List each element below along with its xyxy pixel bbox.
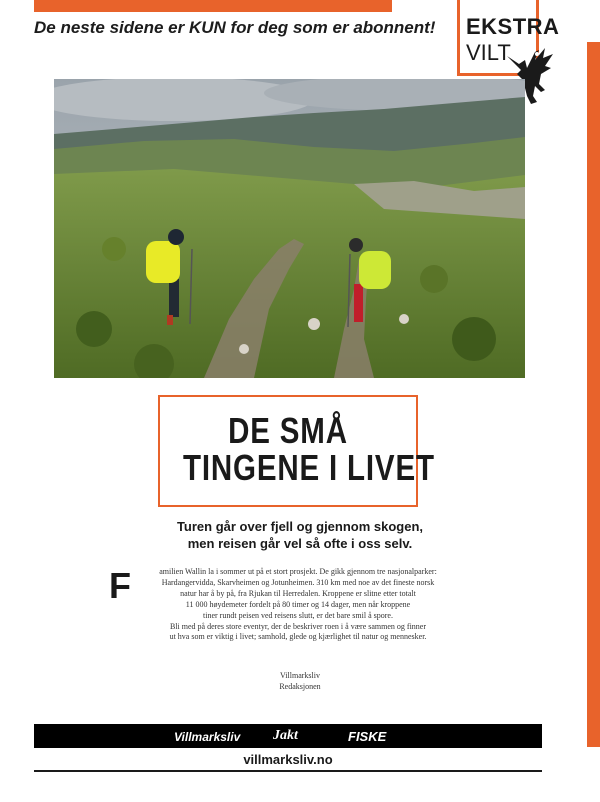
side-accent-bar <box>587 42 600 747</box>
body-line: 11 000 høydemeter fordelt på 80 timer og 14 dager, men når kroppene <box>185 599 411 609</box>
subscriber-tagline: De neste sidene er KUN for deg som er abonnent! <box>34 18 436 37</box>
body-line: ut hva som er viktig i livet; samhold, glede og kjærlighet til natur og mennesker. <box>169 632 427 642</box>
website-link[interactable]: villmarksliv.no <box>243 752 333 767</box>
subtitle-line2: men reisen går vel så ofte i oss selv. <box>187 536 413 551</box>
signature <box>200 670 400 692</box>
article-title-line1: DE SMÅ <box>228 410 348 451</box>
article-subtitle <box>100 518 500 552</box>
footer-brand-bar <box>34 724 542 748</box>
body-line: natur har å by på, fra Rjukan til Herredalen. Kroppene er slitne etter totalt <box>180 588 416 598</box>
drop-cap: F <box>109 565 131 606</box>
body-line: tiner rundt peisen ved reisens slutt, er det bare smil å spore. <box>203 610 393 620</box>
signature-publication: Villmarksliv <box>280 671 320 680</box>
signature-editorial: Redaksjonen <box>279 682 321 691</box>
brand-fiske: FISKE <box>348 729 387 744</box>
article-title-box <box>158 395 435 507</box>
bottom-rule <box>34 770 542 772</box>
article-body <box>118 567 478 643</box>
hikers-photo <box>54 79 525 378</box>
body-line: Bli med på deres store eventyr, der de beskriver roen i å være sammen og finner <box>169 621 427 631</box>
subtitle-line1: Turen går over fjell og gjennom skogen, <box>176 519 424 534</box>
brand-jakt: Jakt <box>273 728 298 743</box>
body-line: Hardangervidda, Skarvheimen og Jotunheimen. 310 km med noe av det fineste norsk <box>161 577 435 587</box>
top-accent-bar <box>34 0 392 12</box>
logo-text-ekstra: EKSTRA <box>466 14 560 39</box>
brand-villmarksliv: Villmarksliv <box>174 730 241 744</box>
body-line: amilien Wallin la i sommer ut på et stort prosjekt. De gikk gjennom tre nasjonalparker: <box>159 567 437 576</box>
article-title-line2: TINGENE I LIVET <box>183 447 435 488</box>
logo-text-vilt: VILT <box>466 40 511 65</box>
